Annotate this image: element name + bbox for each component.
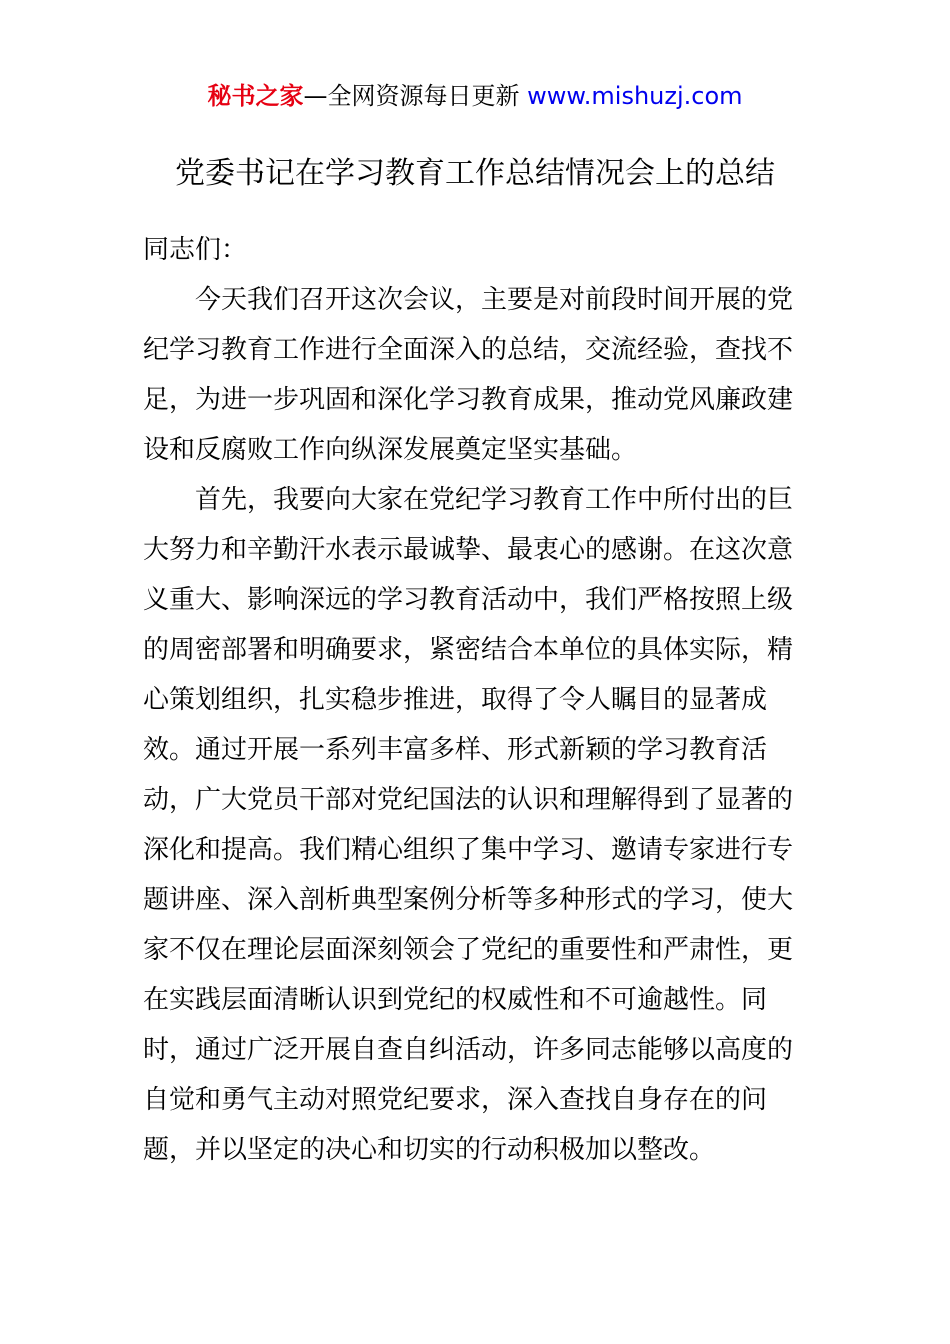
paragraph-line: 大努力和辛勤汗水表示最诚挚、最衷心的感谢。在这次意 (143, 535, 794, 565)
paragraph-line: 自觉和勇气主动对照党纪要求，深入查找自身存在的问 (143, 1085, 768, 1115)
paragraph-line: 的周密部署和明确要求，紧密结合本单位的具体实际，精 (143, 635, 794, 665)
paragraph-line: 今天我们召开这次会议，主要是对前段时间开展的党 (195, 285, 794, 315)
paragraph-line: 足，为进一步巩固和深化学习教育成果，推动党风廉政建 (143, 385, 794, 415)
paragraph-2 (143, 475, 809, 1175)
site-header (0, 78, 950, 114)
paragraph-line: 题讲座、深入剖析典型案例分析等多种形式的学习，使大 (143, 885, 794, 915)
paragraph-line: 首先，我要向大家在党纪学习教育工作中所付出的巨 (195, 485, 794, 515)
brand-name: 秘书之家 (207, 82, 304, 110)
paragraph-line: 心策划组织，扎实稳步推进，取得了令人瞩目的显著成 (143, 685, 768, 715)
paragraph-line: 纪学习教育工作进行全面深入的总结，交流经验，查找不 (143, 335, 794, 365)
paragraph-line: 深化和提高。我们精心组织了集中学习、邀请专家进行专 (143, 835, 794, 865)
paragraph-1 (143, 275, 809, 475)
paragraph-line: 时，通过广泛开展自查自纠活动，许多同志能够以高度的 (143, 1035, 794, 1065)
paragraph-line: 家不仅在理论层面深刻领会了党纪的重要性和严肃性，更 (143, 935, 794, 965)
document-body (143, 225, 809, 1175)
paragraph-line: 设和反腐败工作向纵深发展奠定坚实基础。 (143, 435, 638, 465)
salutation: 同志们： (143, 235, 248, 265)
paragraph-line: 题，并以坚定的决心和切实的行动积极加以整改。 (143, 1135, 716, 1165)
paragraph-line: 在实践层面清晰认识到党纪的权威性和不可逾越性。同 (143, 985, 768, 1015)
site-url-link[interactable]: www.mishuzj.com (527, 82, 743, 110)
paragraph-line: 义重大、影响深远的学习教育活动中，我们严格按照上级 (143, 585, 794, 615)
paragraph-line: 动，广大党员干部对党纪国法的认识和理解得到了显著的 (143, 785, 794, 815)
header-tagline: —全网资源每日更新 (303, 82, 520, 110)
paragraph-line: 效。通过开展一系列丰富多样、形式新颖的学习教育活 (143, 735, 768, 765)
document-title: 党委书记在学习教育工作总结情况会上的总结 (175, 156, 775, 191)
